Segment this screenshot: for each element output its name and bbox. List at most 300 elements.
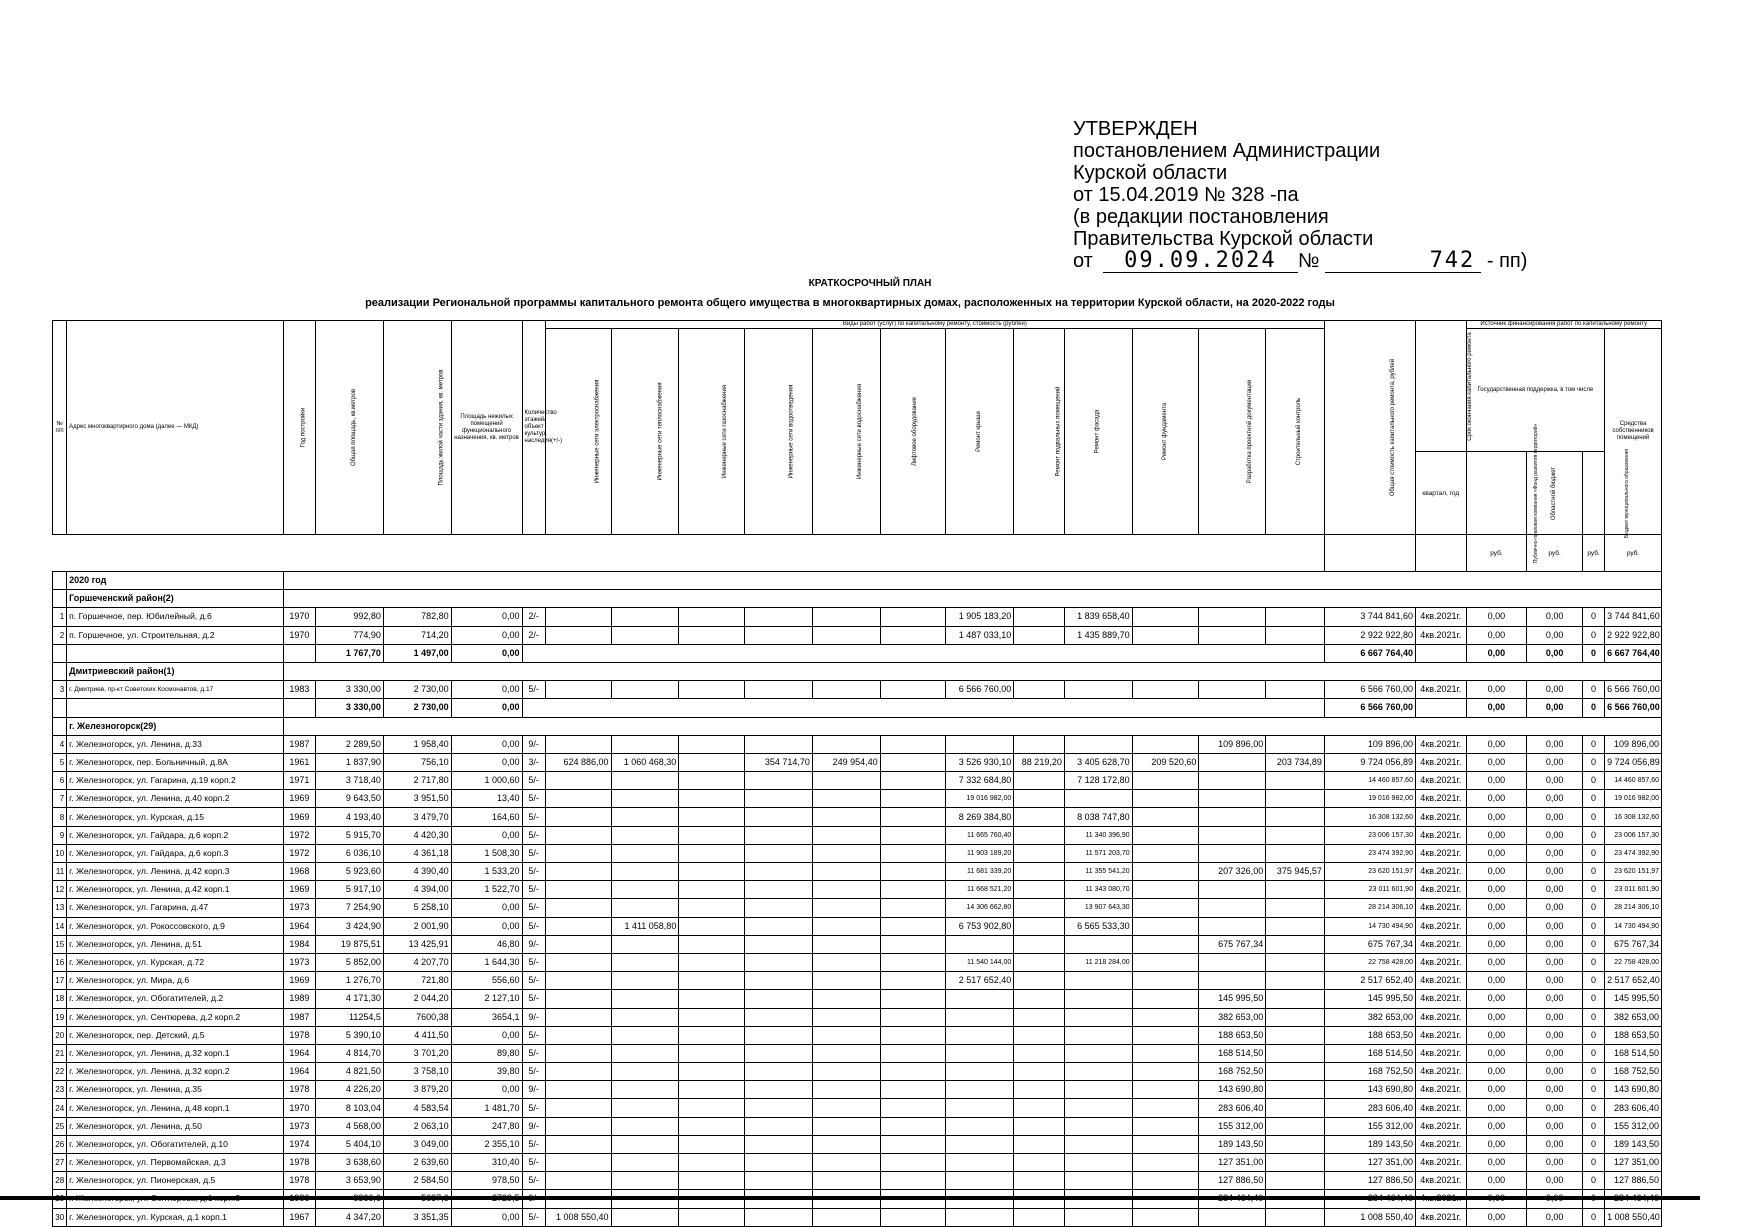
cell-nonres-area: 0,00 [451,1081,522,1099]
total-fund: 0,00 [1466,644,1527,662]
cell-gas [679,863,745,881]
cell-basement: 88 219,20 [1014,753,1065,771]
cell-fund: 0,00 [1466,1154,1527,1172]
cell-gas [679,608,745,626]
cell-nonres-area: 1 522,70 [451,881,522,899]
cell-roof [946,1081,1014,1099]
cell-address: г. Железногорск, пер. Больничный, д.8А [67,753,284,771]
table-row [53,1081,1662,1099]
cell-foundation [1132,863,1199,881]
cell-floors: 5/- [522,681,545,699]
cell-fund: 0,00 [1466,772,1527,790]
cell-lift [880,1154,946,1172]
cell-row-number: 11 [53,863,67,881]
cell-design: 188 653,50 [1199,1026,1266,1044]
col-header-floors: Количество этажей/объект культур. наследия(+/-) [522,321,545,535]
cell-total-area: 1 837,90 [316,753,384,771]
cell-owners: 23 011 601,90 [1605,881,1662,899]
cell-address: п. Горшечное, ул. Строительная, д.2 [67,626,284,644]
cell-lift [880,953,946,971]
cell-water-out [745,608,813,626]
cell-living-area: 714,20 [383,626,451,644]
cell-basement [1014,1081,1065,1099]
cell-fund: 0,00 [1466,844,1527,862]
cell-total-cost: 19 016 982,00 [1324,790,1415,808]
cell-nonres-area: 1 481,70 [451,1099,522,1117]
cell-heat [611,608,679,626]
cell-design: 143 690,80 [1199,1081,1266,1099]
cell-control [1266,608,1325,626]
cell-total-area: 4 193,40 [316,808,384,826]
cell-address: г. Железногорск, ул. Ленина, д.42 корп.3 [67,863,284,881]
cell-water-in [812,899,880,917]
cell-address: г. Железногорск, ул. Пионерская, д.5 [67,1172,284,1190]
cell-design [1199,608,1266,626]
scan-edge [0,1196,1700,1200]
cell-water-out: 354 714,70 [745,753,813,771]
cell-electric [545,935,611,953]
cell-row-number: 19 [53,1008,67,1026]
cell-electric [545,1154,611,1172]
cell-foundation: 209 520,60 [1132,753,1199,771]
cell-municipal: 0 [1582,844,1604,862]
cell-water-in [812,990,880,1008]
cell-municipal: 0 [1582,972,1604,990]
table-body [53,572,1662,1227]
cell-nonres-area: 0,00 [451,753,522,771]
col-header-electric: Инженерные сети электроснабжения [545,329,611,535]
cell-row-number: 17 [53,972,67,990]
cell-foundation [1132,1135,1199,1153]
cell-foundation [1132,899,1199,917]
cell-municipal: 0 [1582,1026,1604,1044]
cell-design [1199,681,1266,699]
cell-total-cost: 23 006 157,30 [1324,826,1415,844]
cell-control [1266,1026,1325,1044]
cell-year: 1978 [283,1081,315,1099]
cell-fund: 0,00 [1466,790,1527,808]
cell-floors: 5/- [522,899,545,917]
cell-electric [545,881,611,899]
cell-facade: 11 355 541,20 [1064,863,1132,881]
cell-lift [880,1026,946,1044]
cell-total-cost: 188 653,50 [1324,1026,1415,1044]
cell-fund: 0,00 [1466,608,1527,626]
cell-facade: 11 571 203,70 [1064,844,1132,862]
cell-floors: 5/- [522,1063,545,1081]
cell-municipal: 0 [1582,881,1604,899]
cell-roof [946,1044,1014,1062]
cell-nonres-area: 0,00 [451,917,522,935]
cell-deadline: 4кв.2021г. [1415,608,1466,626]
cell-total-area: 3 424,90 [316,917,384,935]
cell-heat: 1 411 058,80 [611,917,679,935]
cell-electric [545,863,611,881]
col-header-state-support: Государственная поддержка, в том числе [1466,329,1605,452]
cell-water-in [812,1063,880,1081]
cell-gas [679,790,745,808]
cell-water-out [745,1063,813,1081]
approval-line: Правительства Курской области [1073,228,1374,250]
cell-heat [611,1026,679,1044]
cell-lift [880,1008,946,1026]
cell-foundation [1132,881,1199,899]
cell-regional: 0,00 [1527,1208,1583,1226]
cell-electric [545,990,611,1008]
cell-row-number: 7 [53,790,67,808]
cell-owners: 19 016 982,00 [1605,790,1662,808]
cell-water-in [812,1208,880,1226]
cell-roof: 11 903 189,20 [946,844,1014,862]
cell-owners: 127 886,50 [1605,1172,1662,1190]
cell-design: 168 514,50 [1199,1044,1266,1062]
cell-address: г. Железногорск, ул. Гагарина, д.47 [67,899,284,917]
cell-floors: 5/- [522,772,545,790]
cell-total-area: 4 568,00 [316,1117,384,1135]
cell-total-cost: 16 308 132,60 [1324,808,1415,826]
cell-municipal: 0 [1582,735,1604,753]
cell-roof: 14 306 662,80 [946,899,1014,917]
cell-lift [880,1208,946,1226]
cell-owners: 145 995,50 [1605,990,1662,1008]
cell-control [1266,772,1325,790]
cell-water-in [812,1008,880,1026]
cell-floors: 5/- [522,1135,545,1153]
cell-roof: 6 753 902,80 [946,917,1014,935]
approval-date-row [1073,250,1593,273]
cell-water-in [812,863,880,881]
cell-row-number: 26 [53,1135,67,1153]
cell-fund: 0,00 [1466,1117,1527,1135]
cell-basement [1014,772,1065,790]
cell-design: 675 767,34 [1199,935,1266,953]
cell-lift [880,1099,946,1117]
cell-design [1199,808,1266,826]
cell-roof: 8 269 384,80 [946,808,1014,826]
cell-design [1199,1208,1266,1226]
cell-foundation [1132,1117,1199,1135]
cell-roof: 11 668 521,20 [946,881,1014,899]
cell-water-out [745,899,813,917]
cell-gas [679,1135,745,1153]
cell-address: г. Железногорск, ул. Ленина, д.40 корп.2 [67,790,284,808]
district-row [53,717,1662,735]
cell-electric [545,626,611,644]
total-na: 0,00 [451,699,522,717]
cell-design: 109 896,00 [1199,735,1266,753]
cell-deadline: 4кв.2021г. [1415,1044,1466,1062]
cell-heat [611,899,679,917]
cell-year: 1970 [283,626,315,644]
cell-row-number: 12 [53,881,67,899]
cell-fund: 0,00 [1466,626,1527,644]
cell-living-area: 2 063,10 [383,1117,451,1135]
cell-living-area: 13 425,91 [383,935,451,953]
cell-fund: 0,00 [1466,808,1527,826]
cell-nonres-area: 310,40 [451,1154,522,1172]
cell-foundation [1132,917,1199,935]
cell-address: г. Железногорск, ул. Ленина, д.42 корп.1 [67,881,284,899]
cell-electric [545,1081,611,1099]
cell-municipal: 0 [1582,808,1604,826]
table-row [53,808,1662,826]
cell-basement [1014,681,1065,699]
cell-deadline: 4кв.2021г. [1415,1117,1466,1135]
cell-water-out [745,1117,813,1135]
cell-facade [1064,990,1132,1008]
cell-water-out [745,626,813,644]
cell-row-number: 25 [53,1117,67,1135]
cell-deadline: 4кв.2021г. [1415,1081,1466,1099]
cell-regional: 0,00 [1527,1026,1583,1044]
cell-foundation [1132,972,1199,990]
cell-foundation [1132,1044,1199,1062]
cell-fund: 0,00 [1466,1044,1527,1062]
cell-year: 1968 [283,863,315,881]
cell-control [1266,790,1325,808]
cell-address: г. Железногорск, ул. Рокоссовского, д.9 [67,917,284,935]
cell-row-number: 30 [53,1208,67,1226]
cell-nonres-area: 13,40 [451,790,522,808]
cell-nonres-area: 0,00 [451,826,522,844]
cell-total-cost: 675 767,34 [1324,935,1415,953]
cell-lift [880,1117,946,1135]
total-cost: 6 566 760,00 [1324,699,1415,717]
cell-foundation [1132,1099,1199,1117]
cell-heat [611,881,679,899]
cell-water-out [745,1135,813,1153]
approval-line: (в редакции постановления [1073,206,1329,228]
cell-regional: 0,00 [1527,972,1583,990]
cell-gas [679,844,745,862]
cell-municipal: 0 [1582,753,1604,771]
cell-heat: 1 060 468,30 [611,753,679,771]
cell-roof [946,990,1014,1008]
cell-lift [880,1044,946,1062]
cell-deadline: 4кв.2021г. [1415,972,1466,990]
cell-total-area: 4 226,20 [316,1081,384,1099]
col-unit-rub: руб. [1582,535,1604,572]
table-row [53,826,1662,844]
cell-facade: 1 839 658,40 [1064,608,1132,626]
cell-nonres-area: 89,80 [451,1044,522,1062]
cell-lift [880,863,946,881]
cell-roof: 3 526 930,10 [946,753,1014,771]
col-header-control: Строительный контроль [1266,329,1325,535]
cell-heat [611,935,679,953]
cell-deadline: 4кв.2021г. [1415,1099,1466,1117]
cell-control [1266,826,1325,844]
cell-control [1266,1099,1325,1117]
cell-gas [679,1081,745,1099]
cell-total-area: 4 821,50 [316,1063,384,1081]
cell-municipal: 0 [1582,917,1604,935]
cell-foundation [1132,772,1199,790]
cell-row-number: 20 [53,1026,67,1044]
approval-date: 09.09.2024 [1103,250,1298,273]
cell-year: 1961 [283,753,315,771]
cell-row-number: 1 [53,608,67,626]
cell-water-in [812,1026,880,1044]
cell-row-number: 18 [53,990,67,1008]
cell-floors: 9/- [522,735,545,753]
cell-basement [1014,881,1065,899]
cell-total-area: 19 875,51 [316,935,384,953]
cell-control [1266,1063,1325,1081]
cell-living-area: 3 049,00 [383,1135,451,1153]
cell-row-number: 21 [53,1044,67,1062]
cell-heat [611,863,679,881]
cell-total-area: 5 915,70 [316,826,384,844]
cell-water-in [812,1117,880,1135]
cell-total-cost: 1 008 550,40 [1324,1208,1415,1226]
district-name: Дмитриевский район(1) [67,662,284,680]
cell-year: 1978 [283,1026,315,1044]
cell-row-number: 2 [53,626,67,644]
cell-total-cost: 283 606,40 [1324,1099,1415,1117]
cell-water-out [745,1026,813,1044]
cell-address: г. Железногорск, пер. Детский, д.5 [67,1026,284,1044]
cell-total-cost: 127 886,50 [1324,1172,1415,1190]
cell-control [1266,1081,1325,1099]
cell-water-out [745,917,813,935]
total-municipal: 0 [1582,644,1604,662]
cell-fund: 0,00 [1466,1008,1527,1026]
total-regional: 0,00 [1527,644,1583,662]
cell-heat [611,972,679,990]
cell-year: 1989 [283,990,315,1008]
cell-fund: 0,00 [1466,935,1527,953]
cell-fund: 0,00 [1466,681,1527,699]
cell-heat [611,1154,679,1172]
cell-roof: 11 681 339,20 [946,863,1014,881]
cell-row-number: 16 [53,953,67,971]
cell-roof [946,1008,1014,1026]
cell-address: г. Железногорск, ул. Обогатителей, д.2 [67,990,284,1008]
cell-floors: 2/- [522,626,545,644]
cell-row-number: 9 [53,826,67,844]
cell-nonres-area: 0,00 [451,626,522,644]
cell-gas [679,735,745,753]
cell-municipal: 0 [1582,1117,1604,1135]
cell-year: 1969 [283,881,315,899]
cell-heat [611,1099,679,1117]
cell-row-number: 5 [53,753,67,771]
cell-owners: 3 744 841,60 [1605,608,1662,626]
cell-row-number: 4 [53,735,67,753]
cell-fund: 0,00 [1466,881,1527,899]
cell-design [1199,772,1266,790]
cell-facade [1064,972,1132,990]
cell-floors: 9/- [522,1117,545,1135]
cell-address: г. Железногорск, ул. Гайдара, д.6 корп.2 [67,826,284,844]
col-header-total-area: Общая площадь, кв.метров [316,321,384,535]
cell-electric [545,1044,611,1062]
cell-design: 207 326,00 [1199,863,1266,881]
cell-floors: 9/- [522,1081,545,1099]
cell-owners: 189 143,50 [1605,1135,1662,1153]
cell-control [1266,1008,1325,1026]
cell-water-in [812,1154,880,1172]
cell-water-out [745,972,813,990]
cell-control [1266,917,1325,935]
cell-deadline: 4кв.2021г. [1415,1135,1466,1153]
col-unit-deadline-2 [1415,535,1466,572]
cell-nonres-area: 0,00 [451,735,522,753]
cell-row-number: 28 [53,1172,67,1190]
approval-line: от 15.04.2019 № 328 -па [1073,184,1299,206]
cell-living-area: 4 361,18 [383,844,451,862]
cell-facade [1064,935,1132,953]
cell-floors: 5/- [522,1172,545,1190]
cell-regional: 0,00 [1527,735,1583,753]
cell-electric [545,808,611,826]
cell-facade: 3 405 628,70 [1064,753,1132,771]
cell-total-cost: 145 995,50 [1324,990,1415,1008]
cell-floors: 5/- [522,1044,545,1062]
cell-water-out [745,790,813,808]
cell-foundation [1132,1154,1199,1172]
table-row [53,953,1662,971]
cell-design: 168 752,50 [1199,1063,1266,1081]
cell-water-out [745,863,813,881]
cell-total-area: 11254,5 [316,1008,384,1026]
cell-water-in: 249 954,40 [812,753,880,771]
cell-regional: 0,00 [1527,1081,1583,1099]
cell-nonres-area: 164,60 [451,808,522,826]
cell-water-in [812,844,880,862]
cell-gas [679,681,745,699]
cell-basement [1014,808,1065,826]
cell-total-area: 7 254,90 [316,899,384,917]
total-owners: 6 566 760,00 [1605,699,1662,717]
cell-lift [880,1135,946,1153]
cell-total-area: 5 917,10 [316,881,384,899]
cell-municipal: 0 [1582,1063,1604,1081]
col-header-works-group: Виды работ (услуг) по капитальному ремонту, стоимость (рублей) [545,321,1324,329]
cell-regional: 0,00 [1527,608,1583,626]
cell-deadline: 4кв.2021г. [1415,1172,1466,1190]
district-row [53,590,1662,608]
plan-title: КРАТКОСРОЧНЫЙ ПЛАН [808,278,932,289]
cell-water-in [812,953,880,971]
cell-municipal: 0 [1582,772,1604,790]
cell-design [1199,953,1266,971]
cell-lift [880,844,946,862]
cell-total-area: 8 103,04 [316,1099,384,1117]
total-na: 0,00 [451,644,522,662]
cell-regional: 0,00 [1527,1117,1583,1135]
cell-address: г. Железногорск, ул. Курская, д.1 корп.1 [67,1208,284,1226]
cell-roof [946,1135,1014,1153]
cell-owners: 283 606,40 [1605,1099,1662,1117]
col-header-facade: Ремонт фасада [1064,329,1132,535]
table-row [53,972,1662,990]
cell-gas [679,899,745,917]
district-name: г. Железногорск(29) [67,717,284,735]
cell-foundation [1132,681,1199,699]
approval-suffix: - пп) [1486,250,1528,272]
table-row [53,1044,1662,1062]
cell-fund: 0,00 [1466,753,1527,771]
cell-total-area: 4 171,30 [316,990,384,1008]
cell-facade [1064,790,1132,808]
cell-address: г. Железногорск, ул. Обогатителей, д.10 [67,1135,284,1153]
cell-address: г. Железногорск, ул. Сентюрева, д.2 корп.2 [67,1008,284,1026]
cell-row-number: 14 [53,917,67,935]
cell-year: 1987 [283,1008,315,1026]
total-ta: 1 767,70 [316,644,384,662]
